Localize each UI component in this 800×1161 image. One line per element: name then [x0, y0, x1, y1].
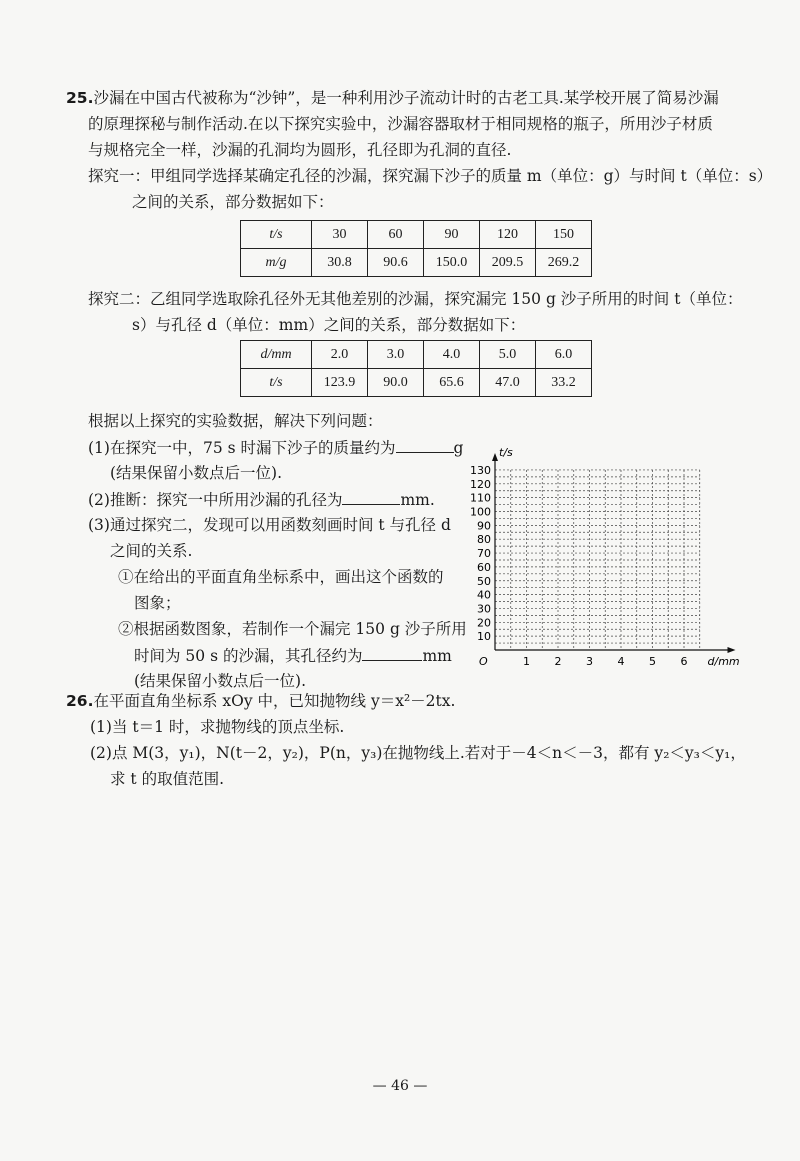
- table-explore2: [240, 340, 592, 397]
- part3-i1-line-1: ①在给出的平面直角坐标系中，画出这个函数的: [118, 568, 444, 586]
- q26-part2-line-1: (2)点 M(3，y₁)，N(t－2，y₂)，P(n，y₃)在抛物线上.若对于－4＜n＜－3，都有 y₂＜y₃＜y₁，: [90, 744, 746, 762]
- y-tick-label: 20: [477, 616, 491, 630]
- x-axis-label: d/mm: [707, 655, 740, 668]
- origin-label: O: [479, 655, 488, 668]
- tick-labels: [470, 464, 688, 668]
- q25-intro-line-3: 与规格完全一样，沙漏的孔洞均为圆形，孔径即为孔洞的直径.: [88, 141, 512, 159]
- y-tick-label: 80: [477, 533, 491, 547]
- y-tick-label: 70: [477, 547, 491, 561]
- y-axis-arrow: [492, 453, 498, 461]
- table-explore1: [240, 220, 592, 277]
- q26-part1: (1)当 t＝1 时，求抛物线的顶点坐标.: [90, 718, 345, 736]
- table2-cell: 2.0: [312, 341, 368, 369]
- part1-line-2: (结果保留小数点后一位).: [110, 464, 283, 482]
- q26-part2-line-2: 求 t 的取值范围.: [110, 770, 225, 788]
- q26-text: 在平面直角坐标系 xOy 中，已知抛物线 y＝x²－2tx.: [93, 692, 456, 710]
- explore1-line-2: 之间的关系，部分数据如下：: [132, 193, 334, 211]
- y-tick-label: 100: [470, 505, 491, 519]
- table2-cell: 47.0: [480, 369, 536, 397]
- part3-answer-blank[interactable]: [362, 644, 422, 661]
- y-tick-label: 10: [477, 630, 491, 644]
- x-tick-label: 4: [617, 655, 625, 668]
- table2-cell: 33.2: [536, 369, 592, 397]
- part3-i2-unit: mm: [422, 647, 452, 665]
- x-tick-label: 6: [680, 655, 688, 668]
- part1-line-1: [88, 436, 463, 459]
- part3-i2-line-2: [134, 644, 452, 667]
- explore2-line-2: s）与孔径 d（单位：mm）之间的关系，部分数据如下：: [132, 316, 526, 334]
- q26-line: [66, 690, 455, 712]
- part1-answer-blank[interactable]: [396, 436, 454, 453]
- y-tick-label: 130: [470, 463, 491, 477]
- table2-cell: 65.6: [424, 369, 480, 397]
- solve-intro: 根据以上探究的实验数据，解决下列问题：: [88, 412, 383, 430]
- q25-intro-line-1: [66, 87, 719, 109]
- part3-i2-line-3: (结果保留小数点后一位).: [134, 672, 307, 690]
- table1-header-row: [241, 221, 592, 249]
- table2-header-row: [241, 341, 592, 369]
- page-number-footer: — 46 —: [372, 1078, 428, 1094]
- table2-cell: 90.0: [368, 369, 424, 397]
- part3-line-1: (3)通过探究二，发现可以用函数刻画时间 t 与孔径 d: [88, 516, 451, 534]
- table2-header-label: d/mm: [241, 341, 312, 369]
- table1-cell: 90: [424, 221, 480, 249]
- part1-unit: g: [453, 439, 464, 457]
- part3-i2-text: 时间为 50 s 的沙漏，其孔径约为: [134, 647, 363, 665]
- table1-cell: 269.2: [536, 249, 592, 277]
- part3-i2-line-1: ②根据函数图象，若制作一个漏完 150 g 沙子所用: [118, 620, 467, 638]
- table1-header-label: t/s: [241, 221, 312, 249]
- y-tick-label: 110: [470, 491, 491, 505]
- x-tick-label: 3: [586, 655, 593, 668]
- x-axis-arrow: [728, 647, 736, 653]
- y-tick-label: 30: [477, 602, 491, 616]
- table1-cell: 90.6: [368, 249, 424, 277]
- q26-number: 26.: [66, 692, 94, 710]
- grid-lines: [495, 470, 700, 650]
- q25-intro-line-2: 的原理探秘与制作活动.在以下探究实验中，沙漏容器取材于相同规格的瓶子，所用沙子材质: [88, 115, 713, 133]
- y-tick-label: 50: [477, 574, 491, 588]
- y-tick-label: 40: [477, 588, 491, 602]
- part3-line-2: 之间的关系.: [110, 542, 193, 560]
- x-tick-label: 2: [554, 655, 562, 668]
- table2-row-label: t/s: [241, 369, 312, 397]
- y-tick-label: 60: [477, 560, 491, 574]
- table1-cell: 30: [312, 221, 368, 249]
- table1-cell: 209.5: [480, 249, 536, 277]
- q25-number: 25.: [66, 89, 94, 107]
- explore1-line-1: 探究一：甲组同学选择某确定孔径的沙漏，探究漏下沙子的质量 m（单位：g）与时间 t（单位：s）: [88, 167, 773, 185]
- y-tick-label: 120: [470, 477, 491, 491]
- part1-text: (1)在探究一中，75 s 时漏下沙子的质量约为: [88, 439, 396, 457]
- table1-data-row: [241, 249, 592, 277]
- table1-row-label: m/g: [241, 249, 312, 277]
- x-tick-label: 1: [523, 655, 530, 668]
- table2-cell: 4.0: [424, 341, 480, 369]
- explore2-line-1: 探究二：乙组同学选取除孔径外无其他差别的沙漏，探究漏完 150 g 沙子所用的时间 t（单位：: [88, 290, 743, 308]
- table2-cell: 6.0: [536, 341, 592, 369]
- table2-cell: 3.0: [368, 341, 424, 369]
- part3-i1-line-2: 图象；: [134, 594, 181, 612]
- table2-data-row: [241, 369, 592, 397]
- table1-cell: 150: [536, 221, 592, 249]
- table1-cell: 30.8: [312, 249, 368, 277]
- x-tick-label: 5: [649, 655, 656, 668]
- table1-cell: 150.0: [424, 249, 480, 277]
- y-axis-label: t/s: [499, 445, 513, 459]
- table2-cell: 5.0: [480, 341, 536, 369]
- part2-answer-blank[interactable]: [342, 488, 400, 505]
- coordinate-grid-chart[interactable]: [455, 405, 740, 675]
- part2-text: (2)推断：探究一中所用沙漏的孔径为: [88, 491, 343, 509]
- y-tick-label: 90: [477, 519, 491, 533]
- part2-line: [88, 488, 435, 511]
- q25-intro-text-1: 沙漏在中国古代被称为“沙钟”，是一种利用沙子流动计时的古老工具.某学校开展了简易沙漏: [93, 89, 719, 107]
- table2-cell: 123.9: [312, 369, 368, 397]
- table1-cell: 120: [480, 221, 536, 249]
- table1-cell: 60: [368, 221, 424, 249]
- part2-unit: mm.: [400, 491, 435, 509]
